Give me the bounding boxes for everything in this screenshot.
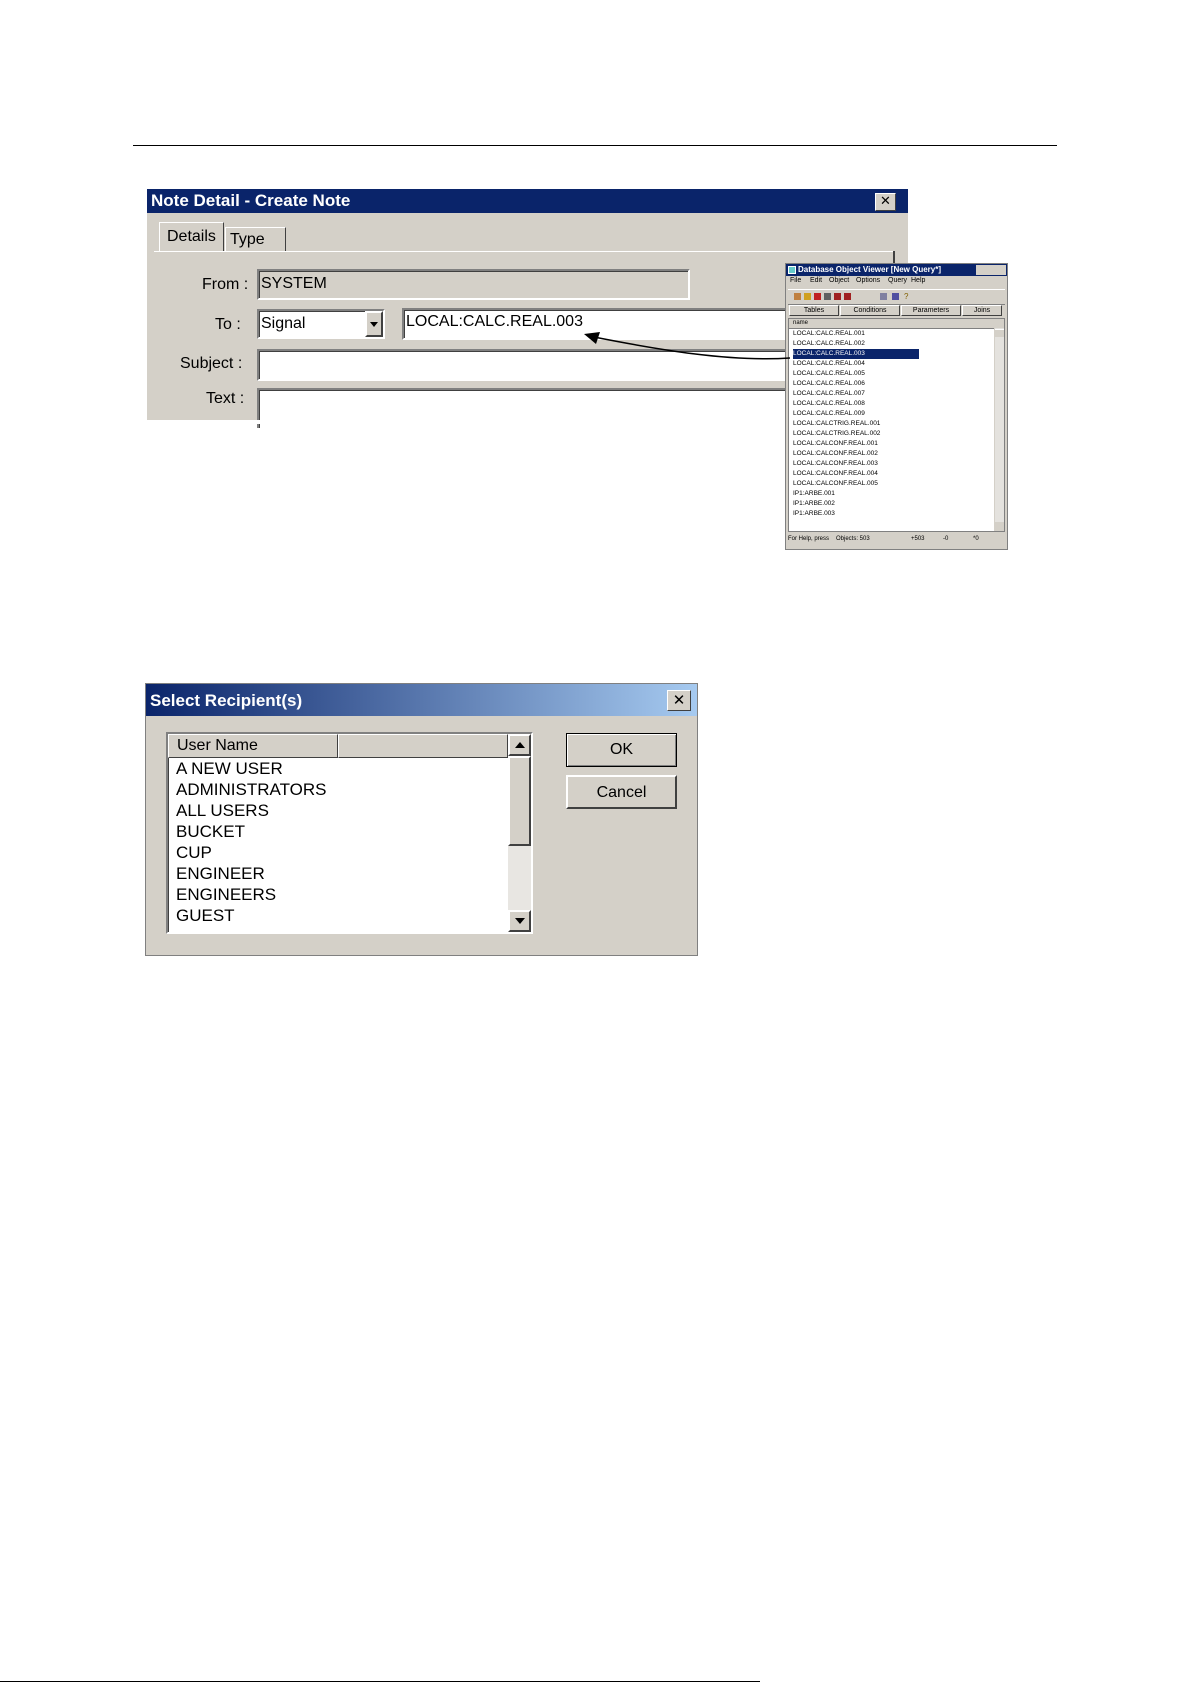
tab-panel-border [154, 251, 894, 252]
scroll-down-arrow-icon[interactable] [508, 910, 531, 932]
select-recipients-title: Select Recipient(s) [150, 691, 303, 710]
toolbar-delete-icon[interactable] [814, 293, 821, 300]
db-scrollbar[interactable] [994, 319, 1004, 531]
user-name-header-label: User Name [177, 737, 258, 754]
scroll-thumb[interactable] [995, 329, 1004, 337]
from-value: SYSTEM [261, 275, 327, 292]
scroll-up-arrow-icon[interactable] [508, 734, 531, 756]
db-list-row[interactable]: LOCAL:CALC.REAL.006 [793, 380, 865, 387]
db-list-row[interactable]: LOCAL:CALC.REAL.002 [793, 340, 865, 347]
select-recipients-titlebar [146, 684, 697, 716]
status-help: For Help, press [788, 536, 830, 542]
db-tab-tables[interactable] [789, 305, 839, 316]
scroll-up-arrow-icon[interactable] [995, 319, 1004, 328]
user-list-item[interactable]: GUEST [176, 906, 235, 925]
db-tab-parameters[interactable] [901, 305, 961, 316]
db-list-row[interactable]: LOCAL:CALCTRIG.REAL.002 [793, 430, 881, 437]
menu-options[interactable]: Options [856, 277, 881, 284]
db-list-row[interactable]: LOCAL:CALC.REAL.001 [793, 330, 865, 337]
ok-button[interactable] [566, 733, 677, 767]
tab-details-label: Details [167, 228, 216, 245]
subject-label: Subject : [180, 355, 243, 372]
ok-button-label: OK [609, 741, 634, 758]
user-list-scrollbar[interactable] [508, 734, 531, 932]
db-list-row[interactable]: LOCAL:CALCONF.REAL.003 [793, 460, 878, 467]
toolbar-run-icon[interactable] [834, 293, 841, 300]
blank-column-header[interactable] [338, 734, 508, 758]
db-list-row[interactable]: IP1:ARBE.002 [793, 500, 835, 507]
note-detail-title: Note Detail - Create Note [151, 191, 351, 210]
db-list-row[interactable]: LOCAL:CALC.REAL.005 [793, 370, 865, 377]
db-tab-joins-label: Joins [973, 307, 991, 314]
toolbar-open-icon[interactable] [804, 293, 811, 300]
pointer-arrow-icon [580, 320, 800, 370]
db-toolbar [788, 289, 1005, 305]
from-field [257, 269, 690, 300]
status-objects: Objects: 503 [836, 536, 870, 542]
from-label: From : [202, 276, 249, 293]
db-tab-tables-label: Tables [803, 307, 825, 314]
page-header-rule [133, 145, 1057, 146]
db-results-list[interactable] [788, 318, 1005, 532]
menu-object[interactable]: Object [829, 277, 850, 284]
db-status-bar [788, 535, 1005, 547]
user-list-item[interactable]: ALL USERS [176, 801, 269, 820]
user-name-column-header[interactable] [168, 734, 338, 758]
db-list-row[interactable]: LOCAL:CALCONF.REAL.005 [793, 480, 878, 487]
db-list-row[interactable]: LOCAL:CALC.REAL.003 [793, 349, 919, 359]
toolbar-find-icon[interactable] [892, 293, 899, 300]
note-dialog-cutoff [140, 420, 790, 424]
db-tab-conditions-label: Conditions [853, 307, 887, 314]
menu-help[interactable]: Help [911, 277, 926, 284]
db-list-row[interactable]: LOCAL:CALCONF.REAL.002 [793, 450, 878, 457]
menu-file[interactable]: File [790, 277, 802, 284]
toolbar-stop-icon[interactable] [844, 293, 851, 300]
db-tab-bar [789, 305, 1005, 317]
user-list-scroll-thumb[interactable] [508, 756, 531, 846]
user-list-item[interactable]: CUP [176, 843, 212, 862]
toolbar-print-icon[interactable] [880, 293, 887, 300]
db-viewer-title: Database Object Viewer [New Query*] [798, 265, 942, 274]
db-tab-parameters-label: Parameters [912, 307, 950, 314]
close-icon[interactable]: ✕ [667, 690, 691, 711]
user-list-item[interactable]: ENGINEERS [176, 885, 277, 904]
toolbar-help-icon[interactable]: ? [904, 292, 909, 301]
db-list-row[interactable]: LOCAL:CALC.REAL.008 [793, 400, 865, 407]
tab-details[interactable] [159, 222, 224, 252]
db-tab-conditions[interactable] [840, 305, 900, 316]
status-removed: -0 [943, 536, 949, 542]
to-label: To : [215, 316, 241, 333]
dropdown-arrow-icon[interactable] [365, 311, 383, 337]
toolbar-save-icon[interactable] [824, 293, 831, 300]
db-list-row[interactable]: LOCAL:CALCTRIG.REAL.001 [793, 420, 881, 427]
to-type-value: Signal [261, 315, 306, 332]
tab-type-label: Type [230, 231, 265, 248]
database-object-viewer [785, 263, 1008, 550]
db-list-row[interactable]: LOCAL:CALC.REAL.009 [793, 410, 865, 417]
page-footer-rule [0, 1681, 760, 1682]
db-column-name: name [793, 320, 809, 326]
db-list-row[interactable]: LOCAL:CALC.REAL.007 [793, 390, 865, 397]
menu-query[interactable]: Query [888, 277, 908, 284]
menu-edit[interactable]: Edit [810, 277, 823, 284]
db-tab-joins[interactable] [962, 305, 1002, 316]
db-column-header[interactable] [789, 319, 994, 329]
user-list[interactable] [166, 732, 533, 934]
user-list-item[interactable]: ADMINISTRATORS [176, 780, 327, 799]
user-list-item[interactable]: A NEW USER [176, 759, 283, 778]
to-type-select[interactable] [257, 309, 385, 339]
db-app-icon [788, 266, 796, 274]
db-list-row[interactable]: LOCAL:CALC.REAL.004 [793, 360, 865, 367]
status-changed: *0 [973, 536, 979, 542]
cancel-button-label: Cancel [596, 784, 647, 801]
status-added: +503 [911, 536, 925, 542]
db-list-row[interactable]: LOCAL:CALCONF.REAL.004 [793, 470, 878, 477]
db-list-row[interactable]: IP1:ARBE.003 [793, 510, 835, 517]
user-list-item[interactable]: ENGINEER [176, 864, 265, 883]
tab-type[interactable] [225, 227, 286, 252]
toolbar-new-icon[interactable] [794, 293, 801, 300]
scroll-down-arrow-icon[interactable] [995, 522, 1004, 531]
db-list-row[interactable]: IP1:ARBE.001 [793, 490, 835, 497]
db-viewer-titlebar [786, 264, 1007, 276]
window-controls[interactable] [976, 265, 1006, 275]
text-label: Text : [206, 390, 245, 407]
select-recipients-dialog [145, 683, 698, 956]
cancel-button[interactable] [566, 775, 677, 809]
note-detail-titlebar [147, 189, 908, 213]
user-list-item[interactable]: BUCKET [176, 822, 245, 841]
db-list-row[interactable]: LOCAL:CALCONF.REAL.001 [793, 440, 878, 447]
close-icon[interactable]: ✕ [875, 193, 896, 211]
to-value: LOCAL:CALC.REAL.003 [406, 313, 583, 330]
